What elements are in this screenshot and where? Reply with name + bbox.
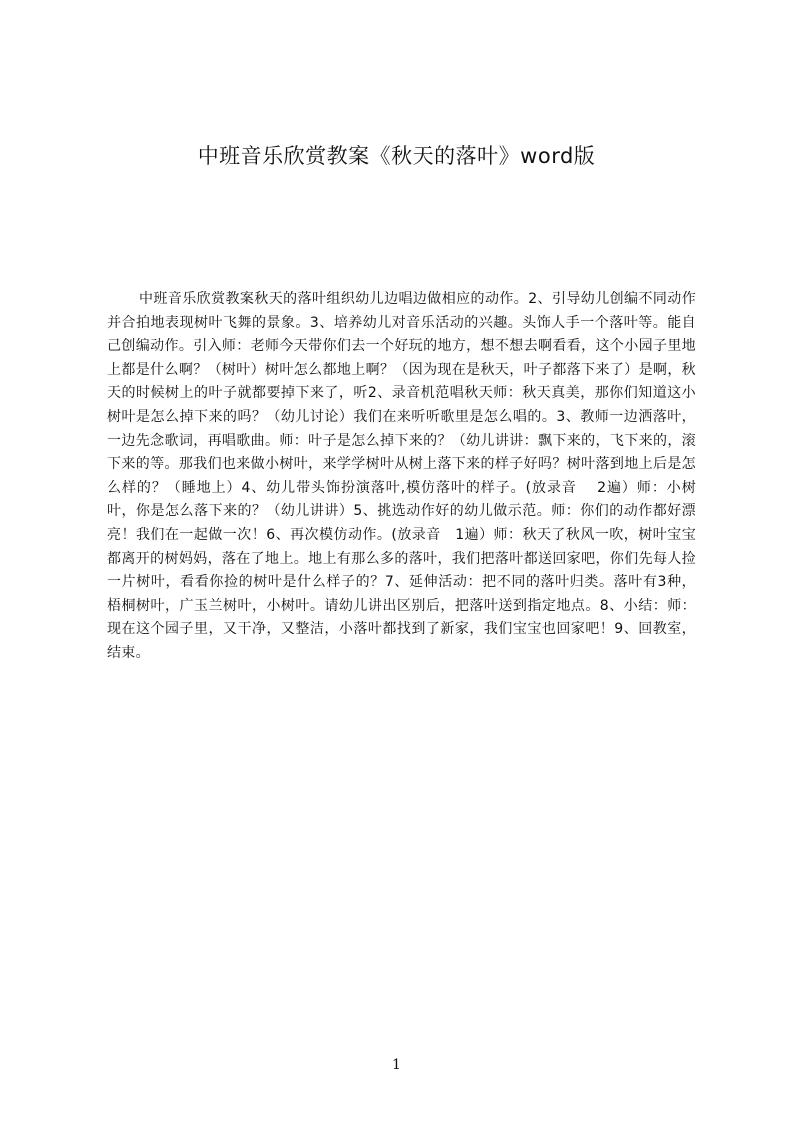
page-number: 1 xyxy=(392,1057,401,1073)
document-body-paragraph: 中班音乐欣赏教案秋天的落叶组织幼儿边唱边做相应的动作。2、引导幼儿创编不同动作并合拍地表现树叶飞舞的景象。3、培养幼儿对音乐活动的兴趣。头饰人手一个落叶等。能自己创编动作。引入师：老师今天带你们去一个好玩的地方，想不想去啊看看，这个小园子里地上都是什么啊？（树叶）树叶怎么都地上啊？（因为现在是秋天，叶子都落下来了）是啊，秋天的时候树上的叶子就都要掉下来了，听2、录音机范唱秋天师：秋天真美，那你们知道这小树叶是怎么掉下来的吗？（幼儿讨论）我们在来听听歌里是怎么唱的。3、教师一边洒落叶，一边先念歌词，再唱歌曲。师：叶子是怎么掉下来的？（幼儿讲讲：飘下来的，飞下来的，滚下来的等。那我们也来做小树叶，来学学树叶从树上落下来的样子好吗？树叶落到地上后是怎么样的？（睡地上）4、幼儿带头饰扮演落叶,模仿落叶的样子。(放录音 2遍）师：小树叶，你是怎么落下来的？（幼儿讲讲）5、挑选动作好的幼儿做示范。师：你们的动作都好漂亮！我们在一起做一次！6、再次模仿动作。(放录音 1遍）师：秋天了秋风一吹，树叶宝宝都离开的树妈妈，落在了地上。地上有那么多的落叶，我们把落叶都送回家吧，你们先每人捡一片树叶，看看你捡的树叶是什么样子的？7、延伸活动：把不同的落叶归类。落叶有3种，梧桐树叶，广玉兰树叶，小树叶。请幼儿讲出区别后，把落叶送到指定地点。8、小结：师：现在这个园子里，又干净，又整洁，小落叶都找到了新家，我们宝宝也回家吧！9、回教室，结束。 xyxy=(107,291,696,661)
document-title: 中班音乐欣赏教案《秋天的落叶》word版 xyxy=(197,144,596,168)
